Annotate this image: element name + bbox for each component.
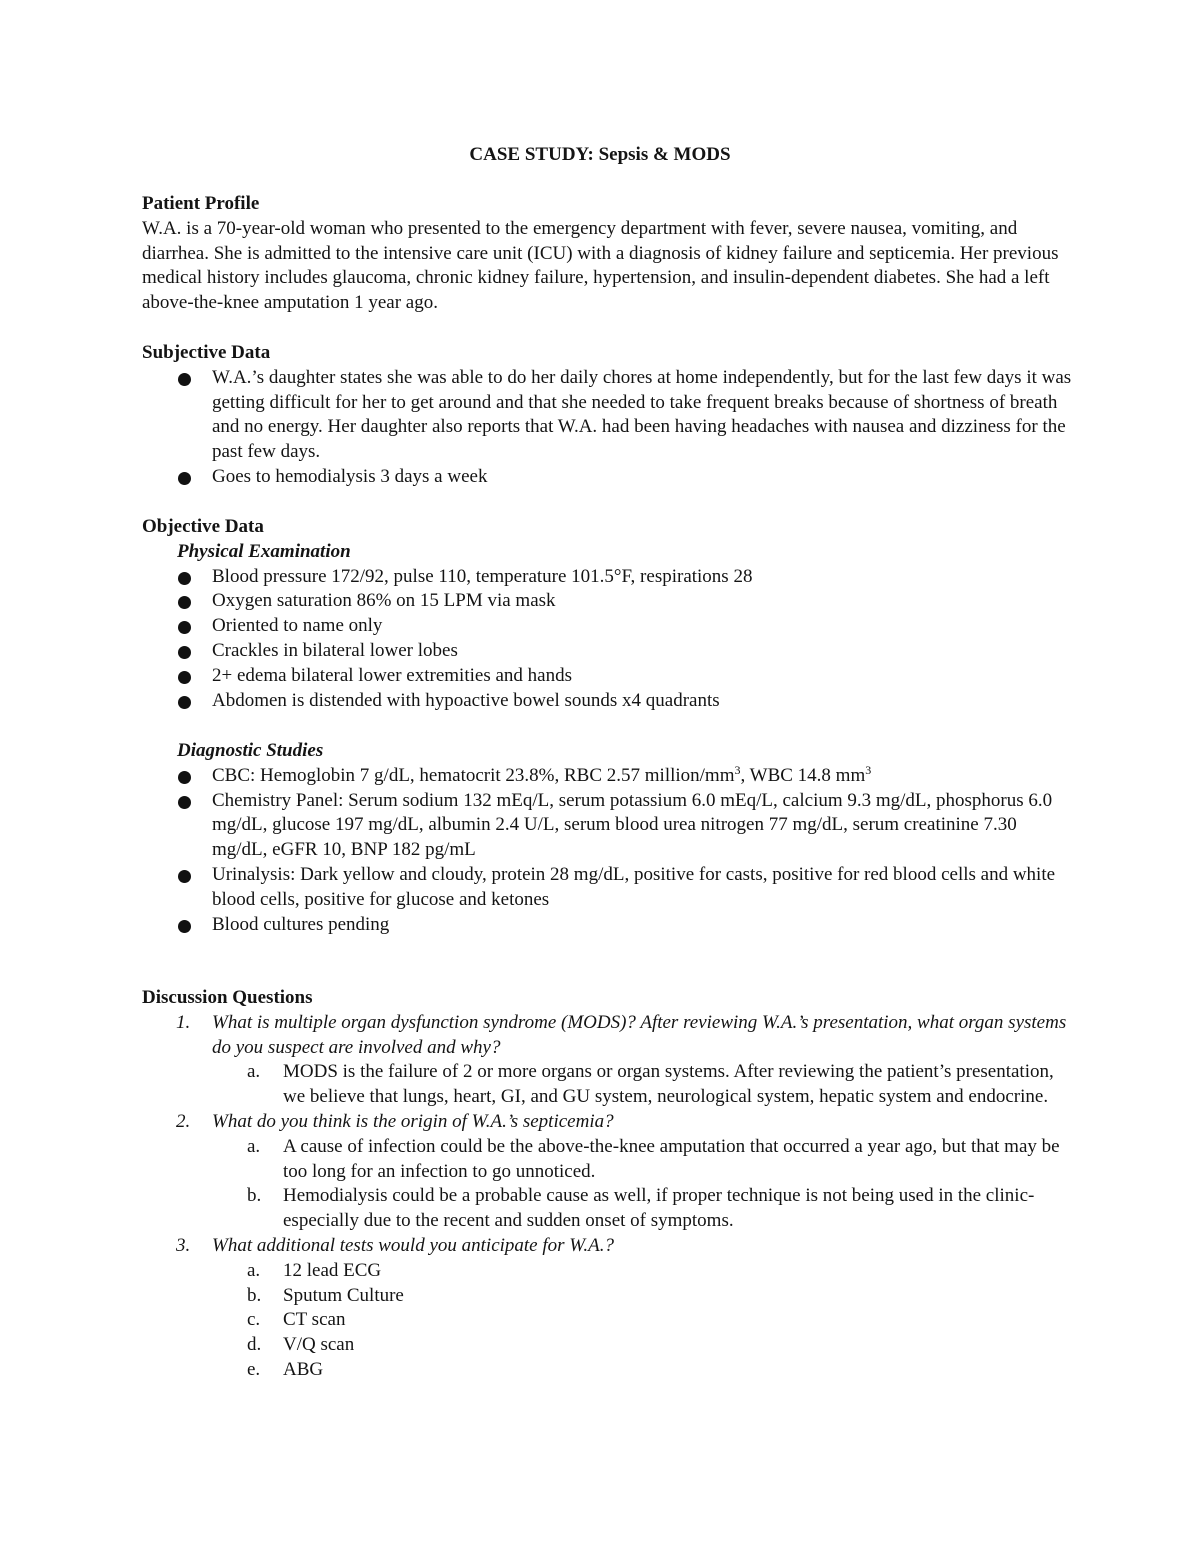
discussion-questions-list [142, 1011, 1072, 1383]
bullet-icon [178, 373, 191, 386]
patient-profile-text: W.A. is a 70-year-old woman who presented to the emergency department with fever, severe nausea, vomiting, and diarrhea. She is admitted to the intensive care unit (ICU) with a diagnosis of kidney failure and septicemia. Her previous medical history includes glaucoma, chronic kidney failure, hypertension, and insulin-dependent diabetes. She had a left above-the-knee amputation 1 year ago. [142, 217, 1059, 314]
list-item: Oriented to name only [142, 614, 1072, 639]
answer-item: c. CT scan [247, 1309, 346, 1331]
physical-examination-list [142, 565, 1072, 714]
bullet-icon [178, 572, 191, 585]
bullet-icon [178, 621, 191, 634]
objective-data-section [142, 515, 1072, 713]
bullet-icon [178, 870, 191, 883]
list-item: Oxygen saturation 86% on 15 LPM via mask [142, 589, 1072, 614]
subjective-data-list [142, 366, 1072, 490]
bullet-icon [178, 646, 191, 659]
answer-item: d. V/Q scan [247, 1334, 355, 1356]
list-item: Blood cultures pending [142, 913, 1072, 938]
question-text: What do you think is the origin of W.A.’s septicemia? [212, 1110, 614, 1132]
answer-item: b. Sputum Culture [247, 1284, 404, 1306]
objective-data-heading: Objective Data [142, 516, 264, 537]
list-item: Crackles in bilateral lower lobes [142, 639, 1072, 664]
subjective-data-section [142, 341, 1072, 490]
physical-examination-heading: Physical Examination [177, 540, 351, 562]
question-item: 2. What do you think is the origin of W.A.’s septicemia? a. A cause of infection could be the above-the-knee amputation that occurred a year ago, but that may be too long for an infection to go unnoticed. b. Hemodialysis could be a probable cause as well, if proper technique is not being used in the clinic- especially due to the recent and sudden onset of symptoms. [142, 1110, 1072, 1234]
list-item: Blood pressure 172/92, pulse 110, temperature 101.5°F, respirations 28 [142, 565, 1072, 590]
question-text: What is multiple organ dysfunction syndrome (MODS)? After reviewing W.A.’s presentation, what organ systems do you suspect are involved and why? [212, 1011, 1067, 1058]
list-item: Chemistry Panel: Serum sodium 132 mEq/L, serum potassium 6.0 mEq/L, calcium 9.3 mg/dL, phosphorus 6.0 mg/dL, glucose 197 mg/dL, albumin 2.4 U/L, serum blood urea nitrogen 77 mg/dL, serum creatinine 7.30 mg/dL, eGFR 10, BNP 182 pg/mL [142, 789, 1072, 863]
bullet-icon [178, 771, 191, 784]
answer-list [212, 1135, 1072, 1234]
bullet-icon [178, 696, 191, 709]
diagnostic-studies-section [142, 739, 1072, 937]
diagnostic-studies-list [142, 764, 1072, 938]
list-item: Goes to hemodialysis 3 days a week [142, 465, 1072, 490]
answer-item: a. 12 lead ECG [247, 1259, 382, 1281]
question-item: 3. What additional tests would you anticipate for W.A.? a. 12 lead ECG b. Sputum Culture c. CT scan d. V/Q scan e. ABG [142, 1234, 1072, 1383]
answer-list [212, 1259, 1072, 1383]
diagnostic-studies-heading: Diagnostic Studies [177, 740, 324, 761]
bullet-icon [178, 920, 191, 933]
answer-item: a. A cause of infection could be the above-the-knee amputation that occurred a year ago, but that may be too long for an infection to go unnoticed. [247, 1135, 1060, 1182]
discussion-questions-heading: Discussion Questions [142, 987, 313, 1008]
discussion-questions-section [142, 986, 1072, 1383]
answer-item: b. Hemodialysis could be a probable cause as well, if proper technique is not being used in the clinic- especially due to the recent and sudden onset of symptoms. [247, 1185, 1035, 1232]
list-item: W.A.’s daughter states she was able to do her daily chores at home independently, but for the last few days it was getting difficult for her to get around and that she needed to take frequent breaks because of shortness of breath and no energy. Her daughter also reports that W.A. had been having headaches with nausea and dizziness for the past few days. [142, 366, 1072, 465]
bullet-icon [178, 472, 191, 485]
answer-item: a. MODS is the failure of 2 or more organs or organ systems. After reviewing the patient’s presentation, we believe that lungs, heart, GI, and GU system, neurological system, hepatic system and endocrine. [247, 1061, 1054, 1108]
list-item: CBC: Hemoglobin 7 g/dL, hematocrit 23.8%, RBC 2.57 million/$mm^3$, WBC 14.8 $mm^3$ [142, 764, 1072, 789]
subjective-data-heading: Subjective Data [142, 342, 271, 363]
question-item: 1. What is multiple organ dysfunction syndrome (MODS)? After reviewing W.A.’s presentation, what organ systems do you suspect are involved and why? a. MODS is the failure of 2 or more organs or organ systems. After reviewing the patient’s presentation, we believe that lungs, heart, GI, and GU system, neurological system, hepatic system and endocrine. [142, 1011, 1072, 1110]
answer-list [212, 1060, 1072, 1110]
document-title: CASE STUDY: Sepsis & MODS [469, 144, 731, 165]
patient-profile-section [142, 192, 1072, 316]
bullet-icon [178, 796, 191, 809]
bullet-icon [178, 671, 191, 684]
answer-item: e. ABG [247, 1358, 324, 1380]
list-item: 2+ edema bilateral lower extremities and hands [142, 664, 1072, 689]
list-item: Urinalysis: Dark yellow and cloudy, protein 28 mg/dL, positive for casts, positive for red blood cells and white blood cells, positive for glucose and ketones [142, 863, 1072, 913]
patient-profile-heading: Patient Profile [142, 193, 260, 214]
bullet-icon [178, 596, 191, 609]
list-item: Abdomen is distended with hypoactive bowel sounds x4 quadrants [142, 689, 1072, 714]
question-text: What additional tests would you anticipate for W.A.? [212, 1234, 614, 1256]
